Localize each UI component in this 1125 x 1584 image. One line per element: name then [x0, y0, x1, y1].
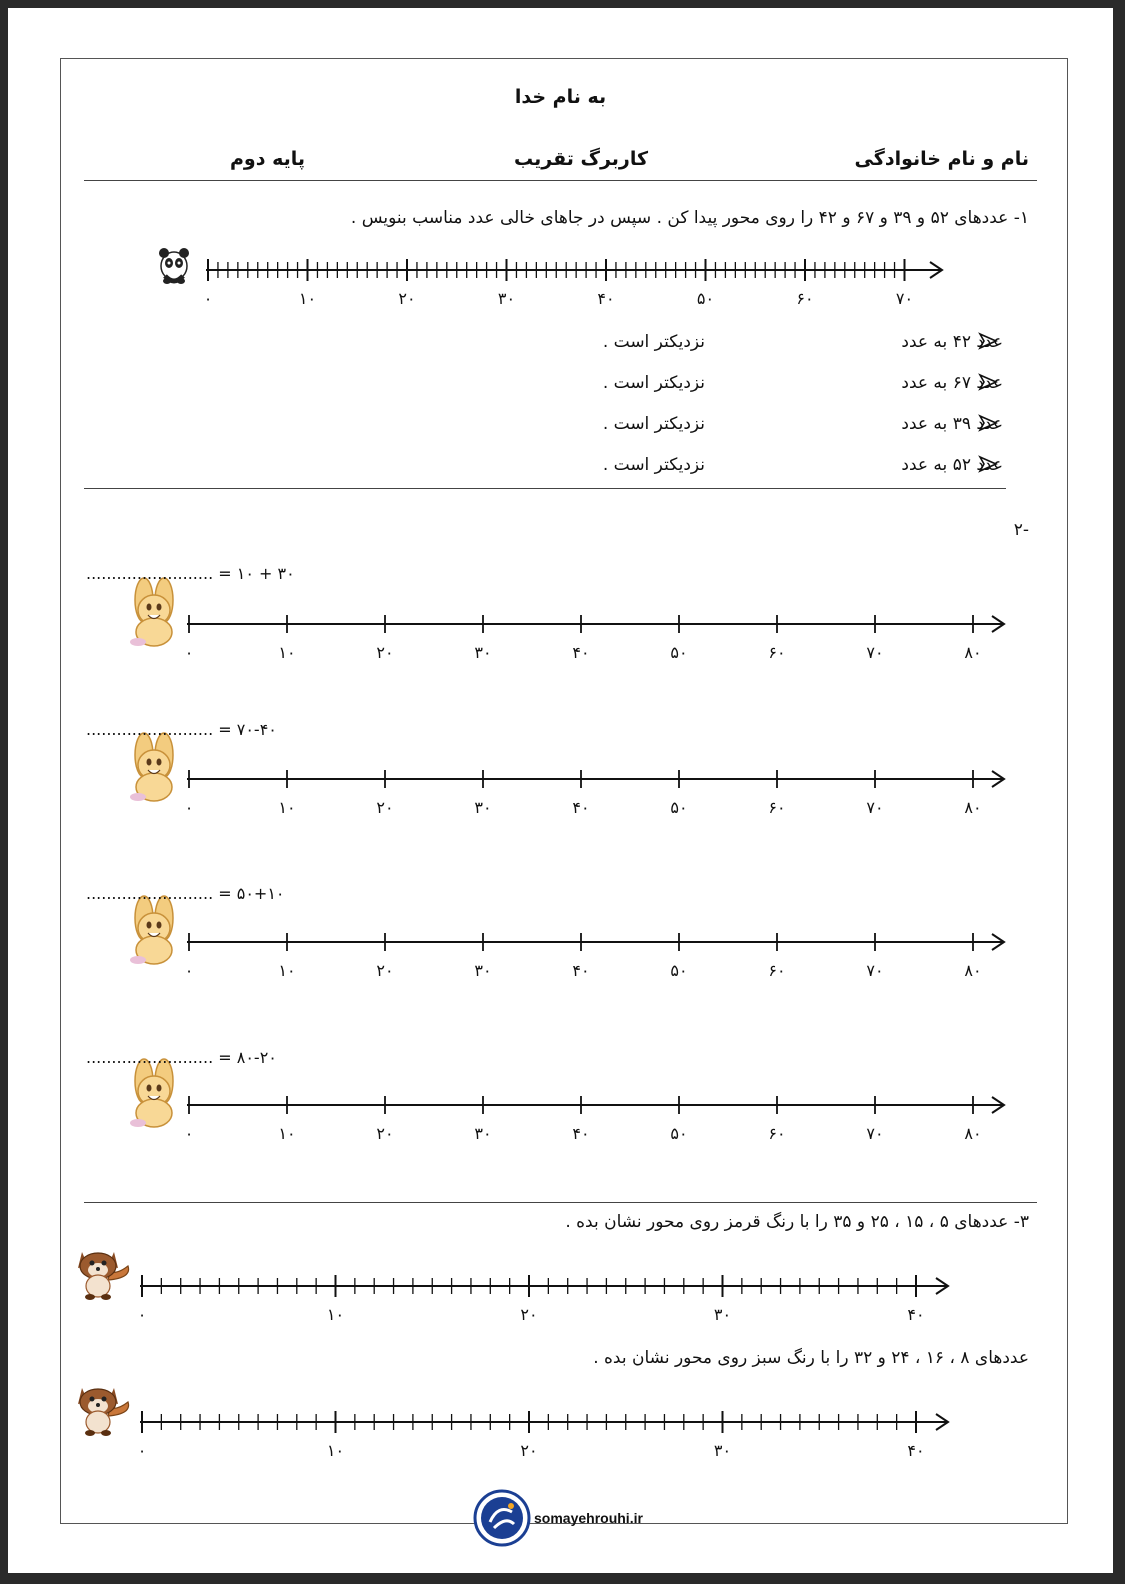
q1-item-3-right: نزدیکتر است . [602, 414, 705, 434]
q3-instruction-green: عددهای ۸ ، ۱۶ ، ۲۴ و ۳۲ را با رنگ سبز روی محور نشان بده . [593, 1348, 1029, 1368]
q1-axis-tick-label: ۴۰ [597, 289, 615, 308]
q2-equation-4: ۸۰-۲۰ = ......................... [86, 1048, 277, 1067]
q1-item-4-left: عدد ۵۲ به عدد [901, 455, 1003, 475]
q2-axis-tick-label: ۸۰ [964, 961, 982, 980]
site-logo-icon [475, 1491, 529, 1545]
q1-item-2-left: عدد ۶۷ به عدد [901, 373, 1003, 393]
q3-axis-tick-label: ۱۰ [326, 1305, 345, 1324]
q3-axis-tick-label: ۴۰ [907, 1441, 925, 1460]
q1-axis-tick-label: ۵۰ [696, 289, 715, 308]
q2-axis-tick-label: ۰ [184, 643, 194, 662]
q2-axis-tick-label: ۳۰ [474, 798, 492, 817]
q2-axis-tick-label: ۸۰ [964, 1124, 982, 1143]
q3-axis-tick-label: ۱۰ [326, 1441, 345, 1460]
q2-axis-tick-label: ۴۰ [572, 643, 590, 662]
q2-axis-tick-label: ۱۰ [278, 798, 296, 817]
q2-axis-tick-label: ۶۰ [768, 961, 786, 980]
q1-axis-tick-label: ۲۰ [398, 289, 416, 308]
q1-item-1-right: نزدیکتر است . [602, 332, 705, 352]
name-label: نام و نام خانوادگی [854, 148, 1029, 170]
q2-axis-tick-label: ۱۰ [278, 1124, 296, 1143]
q1-axis-tick-label: ۳۰ [497, 289, 516, 308]
q2-axis-tick-label: ۷۰ [866, 961, 884, 980]
q2-equation-2: ۷۰-۴۰ = ......................... [86, 720, 277, 739]
q1-axis-tick-label: ۱۰ [298, 289, 317, 308]
q3-axis-tick-label: ۲۰ [520, 1305, 538, 1324]
q2-axis-tick-label: ۴۰ [572, 1124, 590, 1143]
q1-item-4-right: نزدیکتر است . [602, 455, 705, 475]
q1-axis-tick-label: ۶۰ [796, 289, 814, 308]
footer-site[interactable]: somayehrouhi.ir [534, 1510, 643, 1526]
q2-axis-tick-label: ۳۰ [474, 643, 492, 662]
q2-axis-tick-label: ۷۰ [866, 798, 884, 817]
q2-axis-tick-label: ۸۰ [964, 643, 982, 662]
q2-axis-tick-label: ۲۰ [376, 643, 394, 662]
q2-axis-tick-label: ۶۰ [768, 643, 786, 662]
q2-number: -۲ [1013, 520, 1029, 540]
q3-axis-tick-label: ۴۰ [907, 1305, 925, 1324]
q1-axis-tick-label: ۷۰ [895, 289, 914, 308]
q3-instruction-red: ۳- عددهای ۵ ، ۱۵ ، ۲۵ و ۳۵ را با رنگ قرمز روی محور نشان بده . [565, 1212, 1029, 1232]
worksheet-title: کاربرگ تقریب [514, 148, 649, 170]
q3-axis-tick-label: ۳۰ [713, 1305, 732, 1324]
q2-axis-tick-label: ۸۰ [964, 798, 982, 817]
q2-axis-tick-label: ۷۰ [866, 1124, 884, 1143]
q2-axis-tick-label: ۷۰ [866, 643, 884, 662]
q1-instruction: ۱- عددهای ۵۲ و ۳۹ و ۶۷ و ۴۲ را روی محور پیدا کن . سپس در جاهای خالی عدد مناسب بنویس . [350, 208, 1029, 228]
q2-axis-tick-label: ۲۰ [376, 798, 394, 817]
q2-axis-tick-label: ۱۰ [278, 961, 296, 980]
q1-axis-tick-label: ۰ [203, 289, 213, 308]
q3-axis-tick-label: ۰ [137, 1305, 147, 1324]
q3-axis-tick-label: ۰ [137, 1441, 147, 1460]
grade-label: پایه دوم [230, 148, 306, 170]
q2-axis-tick-label: ۶۰ [768, 798, 786, 817]
q2-axis-tick-label: ۵۰ [670, 961, 688, 980]
q3-axis-tick-label: ۳۰ [713, 1441, 732, 1460]
q2-axis-tick-label: ۲۰ [376, 1124, 394, 1143]
q2-axis-tick-label: ۱۰ [278, 643, 296, 662]
q2-axis-tick-label: ۴۰ [572, 798, 590, 817]
q2-axis-tick-label: ۶۰ [768, 1124, 786, 1143]
q2-axis-tick-label: ۵۰ [670, 798, 688, 817]
q1-item-2-right: نزدیکتر است . [602, 373, 705, 393]
q2-axis-tick-label: ۰ [184, 1124, 194, 1143]
q2-axis-tick-label: ۵۰ [670, 1124, 688, 1143]
q2-axis-tick-label: ۳۰ [474, 1124, 492, 1143]
q2-axis-tick-label: ۰ [184, 798, 194, 817]
q1-item-1-left: عدد ۴۲ به عدد [901, 332, 1003, 352]
q3-axis-tick-label: ۲۰ [520, 1441, 538, 1460]
q2-axis-tick-label: ۲۰ [376, 961, 394, 980]
q2-axis-tick-label: ۳۰ [474, 961, 492, 980]
q2-axis-tick-label: ۴۰ [572, 961, 590, 980]
q2-axis-tick-label: ۵۰ [670, 643, 688, 662]
q2-axis-tick-label: ۰ [184, 961, 194, 980]
q2-equation-3: ۵۰+۱۰ = ......................... [86, 884, 285, 903]
q2-equation-1: ۳۰ + ۱۰ = ......................... [86, 564, 295, 583]
worksheet-page [8, 8, 1113, 1573]
q1-item-3-left: عدد ۳۹ به عدد [901, 414, 1003, 434]
page-title: به نام خدا [514, 86, 607, 108]
